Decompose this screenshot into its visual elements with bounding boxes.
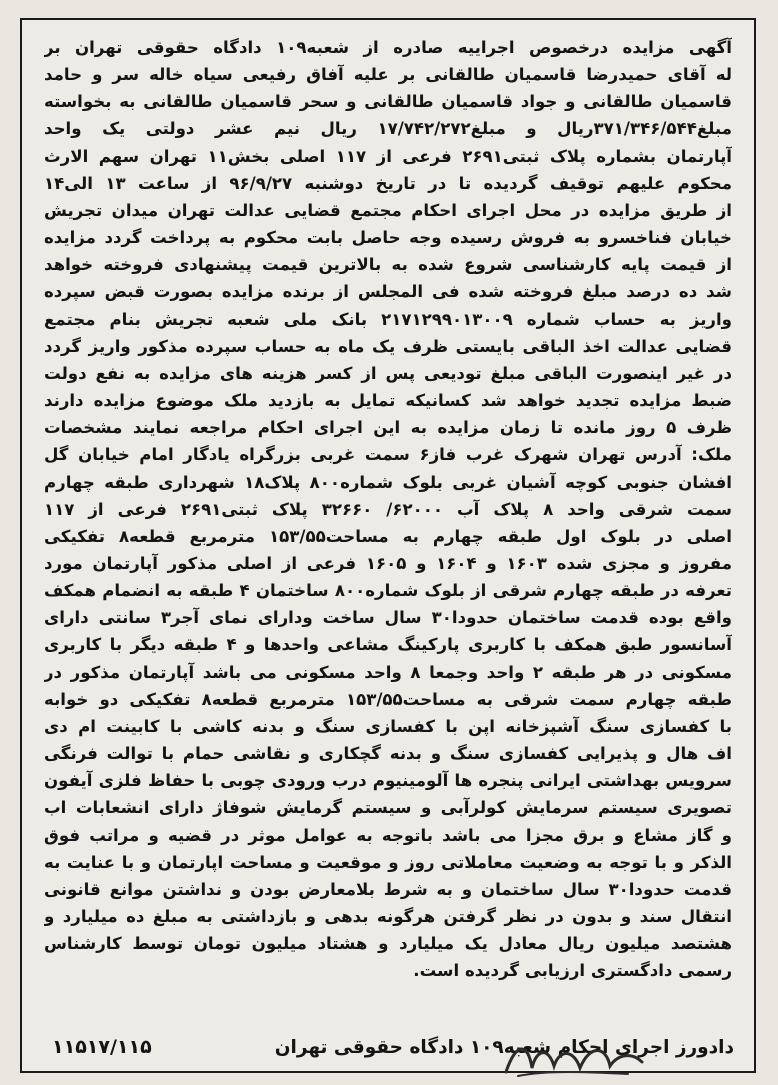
notice-line: ضبط مزایده تجدید خواهد شد کسانیکه تمایل به بازدید ملک موضوع مزایده دارند [44, 391, 732, 411]
notice-line: الذکر و با توجه به وضعیت معاملاتی روز و موقعیت و مساحت اپارتمان و با عنایت به [44, 852, 732, 872]
notice-line: سرویس بهداشتی ایرانی پنجره ها آلومینیوم درب ورودی چوبی با حفاظ فلزی آیفون [44, 771, 732, 791]
notice-line: رسمی دادگستری ارزیابی گردیده است. [413, 961, 732, 981]
notice-line: ظرف ۵ روز مانده تا زمان مزایده به این اجرای احکام مراجعه نمایند مشخصات [44, 418, 732, 438]
notice-line: تصویری سیستم سرمایش کولرآبی و سیستم گرمایش شوفاژ دارای انشعابات اب [44, 798, 732, 818]
notice-line: افشان جنوبی کوچه آشیان غربی بلوک شماره۸۰۰ پلاک۱۸ شهرداری طبقه چهارم [44, 472, 732, 492]
notice-line: له آقای حمیدرضا قاسمیان طالقانی بر علیه آفاق رفیعی سیاه خاله سر و حامد [44, 65, 732, 85]
notice-line: شد ده درصد مبلغ فروخته شده فی المجلس از برنده مزایده بصورت قبض سپرده [44, 282, 732, 302]
notice-line: آپارتمان بشماره پلاک ثبتی۲۶۹۱ فرعی از ۱۱۷ اصلی بخش۱۱ تهران سهم الارث [44, 146, 732, 166]
notice-line: از طریق مزایده در محل اجرای احکام مجتمع قضایی عدالت تهران میدان تجریش [44, 200, 732, 220]
notice-line: آگهی مزایده درخصوص اجراییه صادره از شعبه۱۰۹ دادگاه حقوقی تهران بر [44, 38, 732, 57]
notice-line: مفروز و مجزی شده ۱۶۰۳ و ۱۶۰۴ و ۱۶۰۵ فرعی از اصلی مذکور آپارتمان مورد [44, 553, 732, 573]
reference-number: ۱۱۵۱۷/۱۱۵ [52, 1036, 152, 1058]
notice-line: تعرفه در طبقه چهارم شرقی از بلوک شماره۸۰۰ ساختمان ۴ طبقه به انضمام همکف [44, 581, 732, 601]
notice-line: قدمت حدودا۳۰ سال ساختمان و به شرط بلامعارض بودن و نداشتن موانع قانونی [44, 879, 732, 899]
notice-line: خیابان فناخسرو به فروش رسیده وجه حاصل بابت محکوم به پرداخت گردد مزایده [44, 228, 732, 248]
notice-body [44, 34, 732, 984]
notice-line: مسکونی در هر طبقه ۲ واحد وجمعا ۸ واحد مسکونی می باشد آپارتمان مذکور در [44, 662, 732, 682]
notice-line: واریز به حساب شماره ۲۱۷۱۲۹۹۰۱۳۰۰۹ بانک ملی شعبه تجریش بنام مجتمع [44, 309, 732, 329]
notice-line: محکوم علیهم توقیف گردیده تا در تاریخ دوشنبه ۹۶/۹/۲۷ از ساعت ۱۳ الی۱۴ [44, 173, 732, 193]
notice-line: ملک: آدرس تهران شهرک غرب فاز۶ سمت غربی بزرگراه یادگار امام خیابان گل [44, 445, 732, 465]
notice-line: سمت شرقی واحد ۸ پلاک آب ۶۲۰۰۰/ ۳۲۶۶۰ پلاک ثبتی۲۶۹۱ فرعی از ۱۱۷ [44, 499, 732, 519]
issuer-signature-line: دادورز اجرای احکام شعبه۱۰۹ دادگاه حقوقی تهران [274, 1036, 734, 1058]
notice-line: اف هال و پذیرایی کفسازی سنگ و بدنه گچکاری و نقاشی حمام با توالت فرنگی [44, 744, 732, 764]
notice-line: اصلی در بلوک اول طبقه چهارم به مساحت۱۵۳/۵۵ مترمربع قطعه۸ تفکیکی [44, 526, 732, 546]
notice-line: واقع بوده قدمت ساختمان حدودا۳۰ سال ساخت ودارای نمای آجر۳ سانتی دارای [44, 608, 732, 628]
notice-line: و گاز مشاع و برق مجزا می باشد باتوجه به عوامل موثر در قضیه و مراتب فوق [44, 825, 732, 845]
notice-line: انتقال سند و بدون در نظر گرفتن هرگونه بدهی و بازداشتی به مبلغ ده میلیارد و [44, 907, 732, 926]
notice-line: آسانسور طبق همکف با کاربری پارکینگ مشاعی واحدها و ۴ طبقه دیگر با کاربری [44, 635, 732, 655]
notice-line: مبلغ۳۷۱/۳۴۶/۵۴۴ریال و مبلغ۱۷/۷۴۲/۲۷۲ ریال نیم عشر دولتی یک واحد [44, 119, 732, 139]
notice-line: طبقه چهارم سمت شرقی به مساحت۱۵۳/۵۵ مترمربع قطعه۸ تفکیکی دو خوابه [44, 689, 732, 709]
auction-notice [20, 18, 756, 1073]
notice-line: قضایی عدالت اخذ الباقی بایستی ظرف یک ماه به حساب سپرده مذکور واریز گردد [44, 336, 732, 356]
notice-line: قاسمیان طالقانی و جواد قاسمیان طالقانی و سحر قاسمیان طالقانی به بخواسته [44, 92, 732, 112]
handwritten-signature-icon [498, 1032, 648, 1082]
notice-line: در غیر اینصورت الباقی مبلغ تودیعی پس از کسر هزینه های مزایده به نفع دولت [44, 363, 732, 383]
notice-line: با کفسازی سنگ آشپزخانه اپن با کفسازی سنگ و بدنه کاشی با کابینت ام دی [44, 716, 732, 736]
notice-line: از قیمت پایه کارشناسی شروع شده به بالاترین قیمت پیشنهادی فروخته خواهد [44, 255, 732, 275]
notice-line: هشتصد میلیون ریال معادل یک میلیارد و هشتاد میلیون تومان توسط کارشناس [44, 934, 732, 954]
